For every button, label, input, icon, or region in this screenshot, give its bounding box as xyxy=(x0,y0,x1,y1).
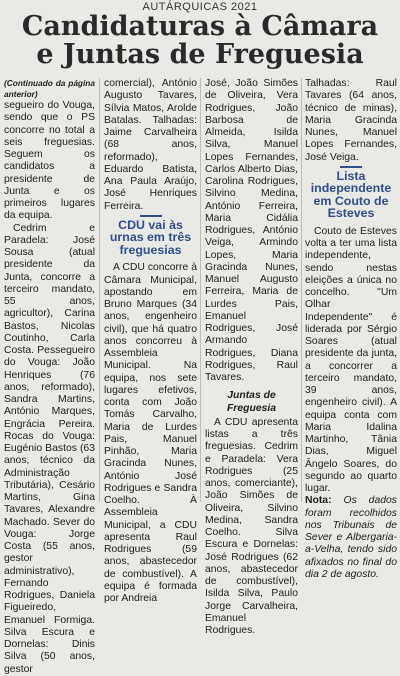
paragraph: comercial), António Augusto Tavares, Sílvia Matos, Arolde Batalas. Talhadas: Jaime Carvalheira (68 anos, reformado), Eduardo Batista, Ana Paula Araújo, José Henriques Ferreira. xyxy=(104,78,197,212)
headline-line-1: Candidaturas à Câmara xyxy=(21,11,379,42)
subheadline-independente: Lista independente em Couto de Esteves xyxy=(305,166,397,220)
minihead-juntas: Juntas de Freguesia xyxy=(226,390,277,414)
section-kicker: AUTÁRQUICAS 2021 xyxy=(142,1,258,13)
column-divider xyxy=(301,78,302,502)
article-column-3 xyxy=(205,78,298,636)
note-text: Os dados foram recolhidos nos Tribunais de Sever e Albergaria-a-Velha, tendo sido afixados no final do dia 2 de agosto. xyxy=(305,495,397,580)
column-divider xyxy=(200,78,201,502)
article-column-1 xyxy=(4,78,95,675)
paragraph: Talhadas: Raul Tavares (64 anos, técnico de minas), Maria Gracinda Nunes, Manuel Lopes Fernandes, José Veiga. xyxy=(305,78,397,163)
article-column-4 xyxy=(305,78,397,580)
paragraph: segueiro do Vouga, sendo que o PS concorre no total a seis freguesias. Seguem os candidatos a presidente de Junta e os primeiros lugares da equipa. xyxy=(4,100,95,222)
column-divider xyxy=(99,78,100,502)
page-headline xyxy=(0,13,400,69)
paragraph: Couto de Esteves volta a ter uma lista independente, sendo nestas eleições a única no concelho. "Um Olhar Independente" é liderada por Sérgio Soares (atual presidente da junta, a concorrer a terceiro mandato, 39 anos, engenheiro civil). A equipa conta com Maria Idalina Martinho, Tânia Dias, Miguel Ângelo Soares, do segundo ao quarto lugar. xyxy=(305,225,397,494)
subheadline-cdu: CDU vai às urnas em três freguesias xyxy=(104,215,197,257)
editor-note xyxy=(305,495,397,581)
paragraph: José, João Simões de Oliveira, Vera Rodrigues, João Barbosa de Almeida, Isilda Silva, Manuel Lopes Fernandes, Carlos Alberto Dias, Carolina Rodrigues, Silvino Medina, António Ferreira, Maria Cidália Rodrigues, António Veiga, Armindo Lopes, Maria Gracinda Nunes, Manuel Augusto Ferreira, Maria de Lurdes Pais, Emanuel Rodrigues, José Armando Rodrigues, Diana Rodrigues, Raul Tavares. xyxy=(205,78,298,383)
note-label: Nota: xyxy=(305,495,332,507)
paragraph: Cedrim e Paradela: José Sousa (atual presidente da Junta, concorre a terceiro mandato, 55 anos, agricultor), Carina Bastos, Nicolas Coutinho, Carla Costa. Pessegueiro do Vouga: João Henriques (76 anos, reformado), Sandra Martins, António Marques, Engrácia Pereira. Rocas do Vouga: Eugénio Bastos (63 anos, técnico da Administração Tributária), Cesário Martins, Gina Tavares, Alexandre Machado. Sever do Vouga: Jorge Costa (55 anos, gestor administrativo), Fernando Rodrigues, Daniela Figueiredo, Emanuel Formiga. Silva Escura e Dornelas: Dinis Silva (50 anos, gestor xyxy=(4,222,95,675)
article-column-2 xyxy=(104,78,197,604)
paragraph: A CDU concorre à Câmara Municipal, apostando em Bruno Marques (34 anos, engenheiro civil), que há quatro anos concorreu à Assembleia Municipal. Na equipa, nos sete lugares efetivos, conta com João Tomás Carvalho, Maria de Lurdes Pais, Manuel Pinhão, Maria Gracinda Nunes, António José Rodrigues e Sandra Coelho. À Assembleia Municipal, a CDU apresenta Raul Rodrigues (59 anos, abastecedor de combustível). A equipa é formada por Andreia xyxy=(104,262,197,604)
paragraph: A CDU apresenta listas a três freguesias. Cedrim e Paradela: Vera Rodrigues (25 anos, comerciante), João Simões de Oliveira, Silvino Medina, Sandra Coelho. Silva Escura e Dornelas: José Rodrigues (62 anos, abastecedor de combustível), Isilda Silva, Paulo Jorge Carvalheira, Emanuel Rodrigues. xyxy=(205,416,298,636)
continuation-note: (Continuado da página anterior) xyxy=(4,78,95,99)
headline-line-2: e Juntas de Freguesia xyxy=(36,39,364,70)
